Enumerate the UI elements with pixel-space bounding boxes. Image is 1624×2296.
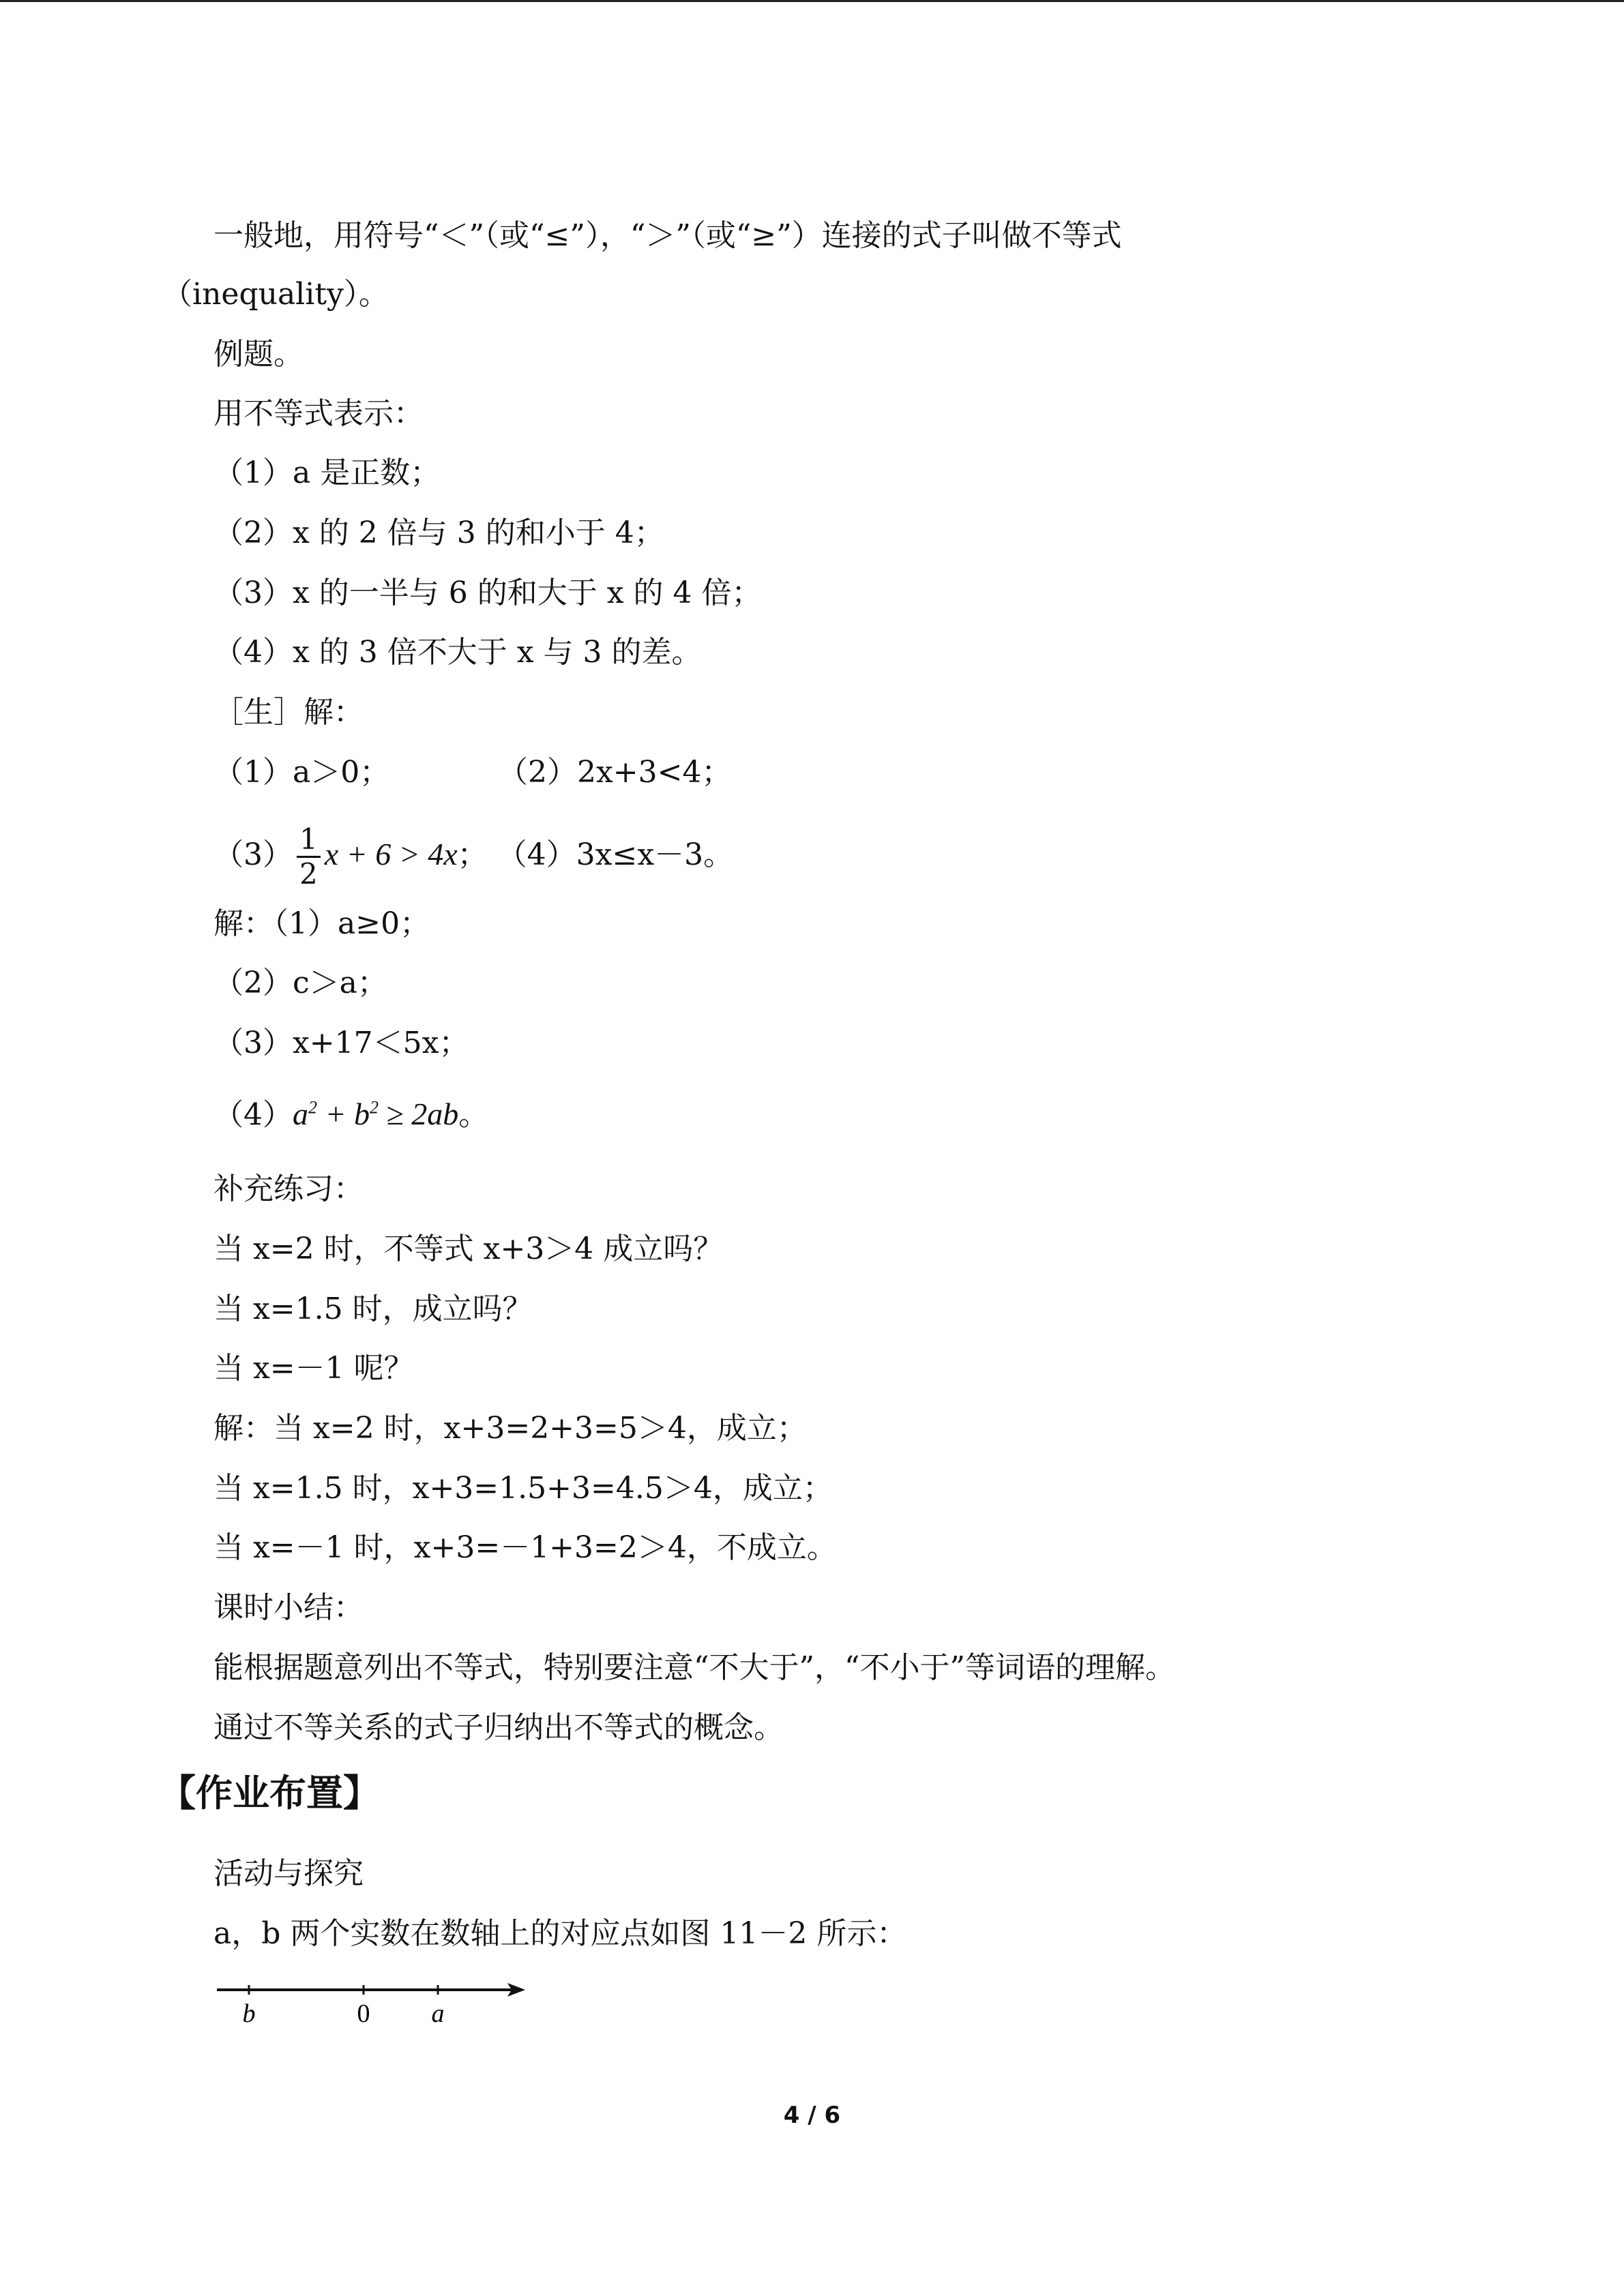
formula-sup-2: 2 <box>370 1098 379 1118</box>
page-top-border <box>0 0 1624 2</box>
answer-3-expression: x + 6 > 4x <box>324 837 458 871</box>
answer-3-separator: ； <box>457 837 488 872</box>
example-label: 例题。 <box>213 337 304 372</box>
answer-4: （4）3x≤x－3。 <box>497 837 734 872</box>
label-a: a <box>431 1999 445 2028</box>
homework-description: a，b 两个实数在数轴上的对应点如图 11－2 所示： <box>213 1916 907 1951</box>
solution-2: （2）c＞a； <box>213 966 387 1000</box>
solution-3: （3）x+17＜5x； <box>213 1026 469 1060</box>
formula-b: + b <box>317 1097 370 1132</box>
fraction-one-half <box>297 823 321 891</box>
number-line-figure <box>217 1974 531 2036</box>
formula-rhs: ≥ 2ab <box>379 1097 459 1132</box>
answer-3-prefix: （3） <box>213 837 293 872</box>
paragraph-definition: 一般地，用符号“＜”（或“≤”），“＞”（或“≥”）连接的式子叫做不等式 <box>213 218 1122 253</box>
student-answer-3-4 <box>213 820 733 889</box>
student-answer-2: （2）2x+3<4； <box>498 755 732 790</box>
extra-practice-a2: 当 x=1.5 时，x+3=1.5+3=4.5＞4，成立； <box>213 1471 833 1506</box>
extra-practice-heading: 补充练习： <box>213 1172 364 1206</box>
question-2: （2）x 的 2 倍与 3 的和小于 4； <box>213 516 664 550</box>
summary-line-2: 通过不等关系的式子归纳出不等式的概念。 <box>213 1710 784 1745</box>
extra-practice-a3: 当 x=－1 时，x+3=－1+3=2＞4，不成立。 <box>213 1530 837 1565</box>
solution-4-prefix: （4） <box>213 1097 293 1133</box>
summary-line-1: 能根据题意列出不等式，特别要注意“不大于”，“不小于”等词语的理解。 <box>213 1650 1175 1685</box>
extra-practice-q2: 当 x=1.5 时，成立吗？ <box>213 1292 533 1326</box>
extra-practice-q3: 当 x=－1 呢？ <box>213 1351 414 1386</box>
homework-subheading: 活动与探究 <box>213 1856 364 1891</box>
solution-1: 解：（1）a≥0； <box>213 906 430 941</box>
question-1: （1）a 是正数； <box>213 456 441 490</box>
formula-sup-1: 2 <box>308 1098 317 1118</box>
label-zero: 0 <box>357 1999 370 2028</box>
solution-4-formula <box>293 1097 458 1131</box>
question-4: （4）x 的 3 倍不大于 x 与 3 的差。 <box>213 635 702 670</box>
student-answer-heading: ［生］解： <box>213 695 364 730</box>
student-answer-1: （1）a＞0； <box>213 755 390 790</box>
page-number: 4 / 6 <box>783 2102 841 2129</box>
extra-practice-a1: 解：当 x=2 时，x+3=2+3=5＞4，成立； <box>213 1411 807 1446</box>
summary-heading: 课时小结： <box>213 1590 364 1625</box>
solution-4 <box>213 1084 488 1132</box>
question-3: （3）x 的一半与 6 的和大于 x 的 4 倍； <box>213 576 762 610</box>
extra-practice-q1: 当 x=2 时，不等式 x+3＞4 成立吗？ <box>213 1232 724 1266</box>
solution-4-suffix: 。 <box>458 1097 489 1133</box>
instruction-text: 用不等式表示： <box>213 396 424 431</box>
fraction-numerator: 1 <box>297 823 321 858</box>
fraction-denominator: 2 <box>299 857 318 891</box>
label-b: b <box>242 1999 256 2028</box>
homework-heading: 【作业布置】 <box>159 1772 380 1815</box>
paragraph-definition-cont: （inequality）。 <box>162 277 389 312</box>
formula-a: a <box>293 1097 308 1132</box>
